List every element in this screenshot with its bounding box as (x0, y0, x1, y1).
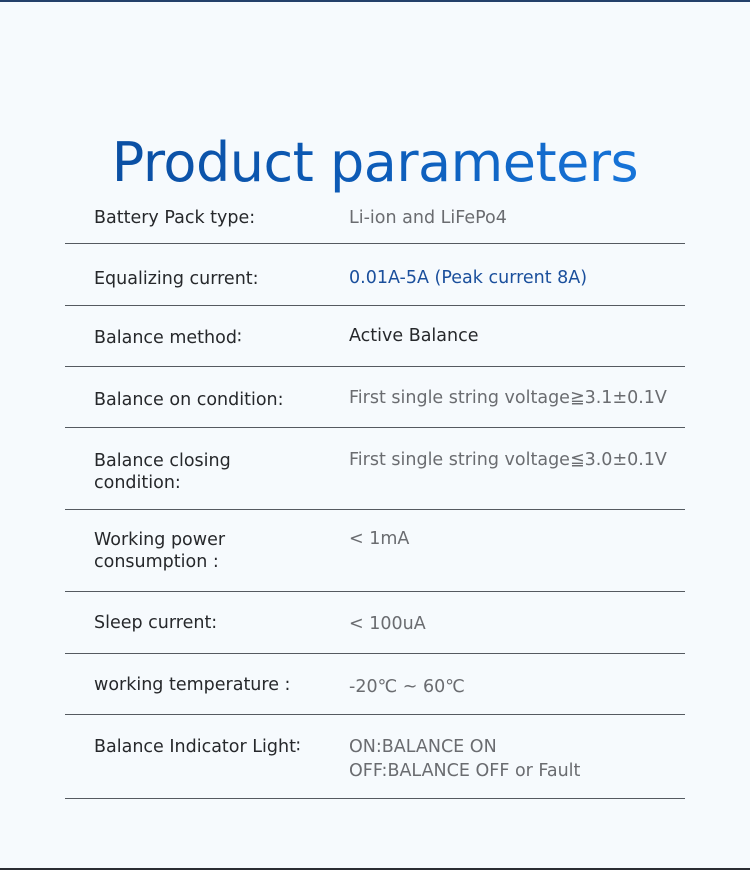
param-row-balance-method (65, 306, 685, 367)
param-label: Balance method∶ (94, 328, 242, 348)
param-row-balance-closing-condition (65, 428, 685, 510)
param-row-working-power-consumption (65, 510, 685, 592)
param-value: < 1mA (349, 529, 410, 549)
param-label (94, 529, 225, 573)
param-label: Balance Indicator Light∶ (94, 737, 301, 757)
param-value: First single string voltage≦3.0±0.1V (349, 450, 667, 470)
param-value: -20℃ ~ 60℃ (349, 677, 465, 697)
param-label (94, 450, 231, 494)
param-label: Battery Pack type: (94, 208, 256, 228)
param-row-balance-indicator-light (65, 715, 685, 799)
param-value-line: ON:BALANCE ON (349, 737, 497, 757)
param-label-line: consumption : (94, 552, 219, 572)
param-label-line: Balance closing (94, 451, 231, 471)
param-row-working-temperature (65, 654, 685, 715)
top-border (0, 0, 750, 2)
param-value: < 100uA (349, 614, 426, 634)
param-label-line: Working power (94, 530, 226, 550)
param-row-battery-pack-type (65, 183, 685, 244)
param-label-line: condition: (94, 473, 181, 493)
param-value (349, 735, 580, 783)
param-value: Active Balance (349, 326, 479, 346)
parameters-table (65, 183, 685, 799)
param-row-equalizing-current (65, 244, 685, 306)
param-value-line: OFF:BALANCE OFF or Fault (349, 761, 581, 781)
param-value: Li-ion and LiFePo4 (349, 208, 507, 228)
param-row-balance-on-condition (65, 367, 685, 428)
param-label: Sleep current: (94, 613, 218, 633)
param-label: working temperature : (94, 675, 291, 695)
param-label: Balance on condition: (94, 390, 284, 410)
param-label: Equalizing current: (94, 269, 259, 289)
param-value: First single string voltage≧3.1±0.1V (349, 388, 667, 408)
page-title: Product parameters (0, 128, 750, 198)
param-value: 0.01A-5A (Peak current 8A) (349, 268, 588, 288)
param-row-sleep-current (65, 592, 685, 654)
